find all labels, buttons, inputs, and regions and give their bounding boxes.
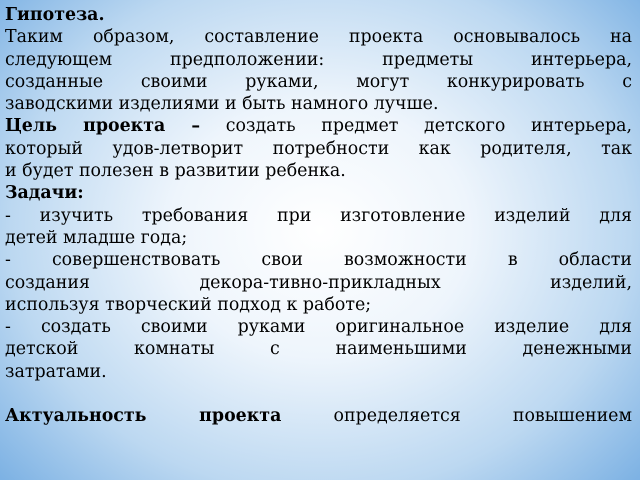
relevance-text: определяется повышением — [281, 406, 633, 427]
goal-first-line — [5, 115, 632, 137]
slide-text-body — [5, 4, 632, 428]
task-line: детской комнаты с наименьшими денежными — [5, 339, 632, 360]
hypothesis-line: следующем предположении: предметы интерьера, — [5, 49, 632, 70]
task-line: детей младше года; — [5, 227, 188, 248]
goal-label: Цель проекта – — [5, 116, 201, 137]
hypothesis-line: Таким образом, составление проекта основывалось на — [5, 27, 632, 48]
hypothesis-line: заводскими изделиями и быть намного лучше. — [5, 94, 439, 115]
task-line: - совершенствовать свои возможности в области — [5, 250, 632, 271]
task-line: - создать своими руками оригинальное изделие для — [5, 317, 632, 338]
tasks-heading: Задачи: — [5, 183, 84, 204]
task-line: затратами. — [5, 361, 107, 382]
task-line: - изучить требования при изготовление изделий для — [5, 205, 632, 226]
goal-line: который удов-летворит потребности как родителя, так — [5, 138, 632, 159]
goal-line: и будет полезен в развитии ребенка. — [5, 161, 346, 182]
hypothesis-line: созданные своими руками, могут конкурировать с — [5, 71, 632, 92]
blank-line — [5, 383, 632, 405]
task-line: создания декора-тивно-прикладных изделий, — [5, 272, 632, 293]
task-line: используя творческий подход к работе; — [5, 294, 372, 315]
goal-text: создать предмет детского интерьера, — [200, 116, 632, 137]
relevance-label: Актуальность проекта — [5, 406, 282, 427]
relevance-line — [5, 405, 632, 427]
hypothesis-heading: Гипотеза. — [5, 5, 105, 25]
